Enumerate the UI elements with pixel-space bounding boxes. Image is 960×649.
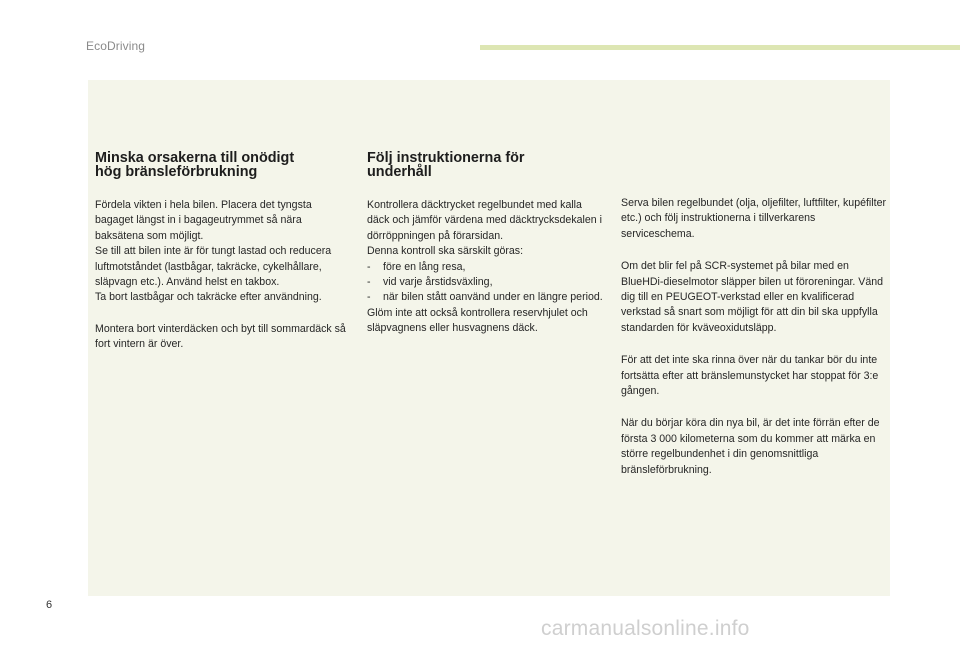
heading-reduce-consumption — [95, 151, 350, 179]
page-number: 6 — [46, 599, 53, 611]
heading-line: Följ instruktionerna för — [367, 150, 525, 166]
paragraph: Kontrollera däcktrycket regelbundet med kalla däck och jämför värdena med däcktrycksdekalen i dörröppningen på förarsidan. — [367, 199, 602, 242]
section-label: EcoDriving — [86, 39, 146, 53]
paragraph: Ta bort lastbågar och takräcke efter användning. — [95, 291, 322, 304]
column-maintenance — [367, 151, 605, 337]
list-item: - vid varje årstidsväxling, — [367, 275, 605, 290]
check-occasions-list — [367, 260, 605, 306]
paragraph: För att det inte ska rinna över när du tankar bör du inte fortsätta efter att bränslemunstycket har stoppat för 3:e gången. — [621, 354, 879, 398]
paragraph: Montera bort vinterdäcken och byt till sommardäck så fort vintern är över. — [95, 322, 346, 351]
paragraph: Om det blir fel på SCR-systemet på bilar med en BlueHDi-dieselmotor släpper bilen ut föroreningar. Vänd dig till en PEUGEOT-verkstad eller en kvalificerad verkstad så snart som möjligt för att din bil ska uppfylla standarden för kväveoxidutsläpp. — [621, 260, 884, 334]
paragraph: Se till att bilen inte är för tungt lastad och reducera luftmotståndet (lastbågar, takräcke, cykelhållare, släpvagn etc.). Använd helst en takbox. — [95, 245, 332, 289]
paragraph: Glöm inte att också kontrollera reservhjulet och släpvagnens eller husvagnens däck. — [367, 306, 588, 335]
heading-line: underhåll — [367, 164, 432, 180]
column-service — [621, 196, 886, 478]
column-load-reduction — [95, 151, 350, 353]
heading-line: Minska orsakerna till onödigt — [95, 150, 295, 166]
list-item: - före en lång resa, — [367, 260, 605, 275]
paragraph: När du börjar köra din nya bil, är det inte förrän efter de första 3 000 kilometerna som du kommer att märka en större regelbundenhet i din genomsnittliga bränsleförbrukning. — [621, 417, 880, 476]
paragraph: Serva bilen regelbundet (olja, oljefilter, luftfilter, kupéfilter etc.) och följ instruktionerna i tillverkarens serviceschema. — [621, 197, 886, 240]
header-accent-bar — [480, 45, 960, 50]
watermark: carmanualsonline.info — [541, 617, 750, 640]
heading-line: hög bränsleförbrukning — [95, 164, 258, 180]
list-item: - när bilen stått oanvänd under en längre period. — [367, 290, 605, 305]
paragraph: Denna kontroll ska särskilt göras: — [367, 245, 524, 258]
paragraph: Fördela vikten i hela bilen. Placera det tyngsta bagaget längst in i bagageutrymmet så nära baksätena som möjligt. — [95, 199, 312, 242]
heading-maintenance — [367, 151, 605, 179]
